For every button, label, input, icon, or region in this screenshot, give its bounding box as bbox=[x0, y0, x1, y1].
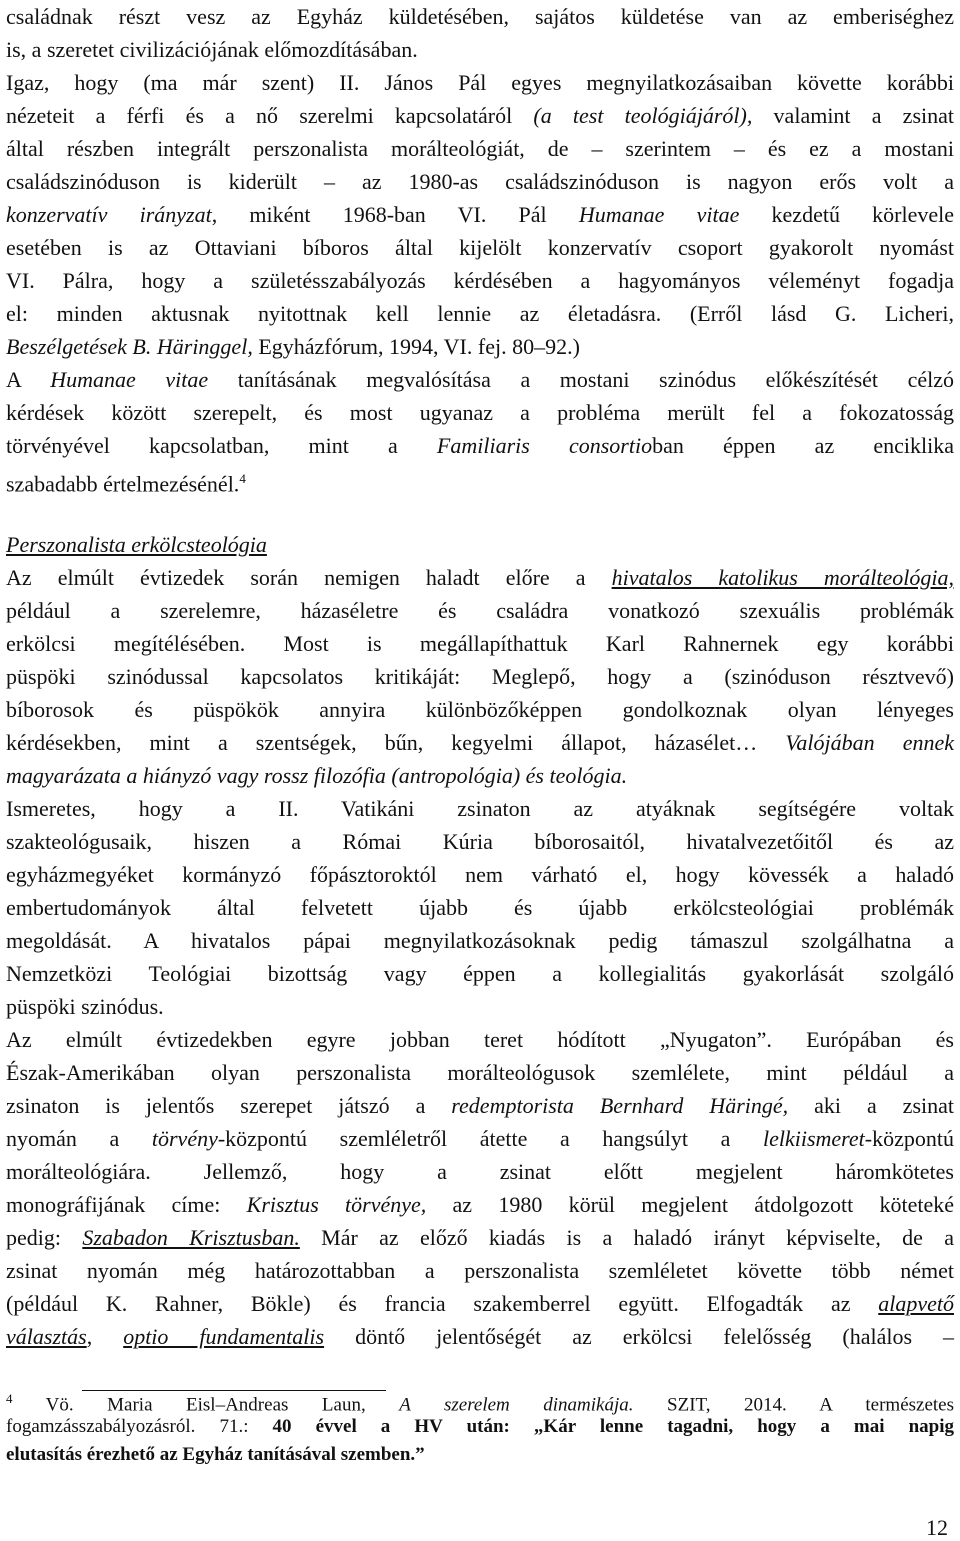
text-line: püspöki szinódus. bbox=[6, 994, 164, 1019]
text-line: is, a szeretet civilizációjának előmozdításában. bbox=[6, 37, 418, 62]
text-line: szabadabb értelmezésénél.$^4$ bbox=[6, 471, 246, 497]
text-line: egyházmegyéket kormányzó főpásztoroktól nem várható el, hogy kövessék a haladó bbox=[6, 862, 954, 887]
text-line: szakteológusaik, hiszen a Római Kúria bíborosaitól, hivatalvezetőitől és az bbox=[6, 829, 954, 854]
text-line: törvényével kapcsolatban, mint a Familiaris consortioban éppen az enciklika bbox=[6, 433, 954, 458]
text-line: pedig: Szabadon Krisztusban. Már az előző kiadás is a haladó irányt képviselte, de a bbox=[6, 1225, 954, 1250]
page-number: 12 bbox=[926, 1515, 948, 1540]
text-line: bíborosok és püspökök annyira különbözőképpen gondolkoznak olyan lényeges bbox=[6, 697, 954, 722]
text-line: VI. Pálra, hogy a születésszabályozás kérdésében a hagyományos véleményt fogadja bbox=[6, 268, 954, 293]
text-line: esetében is az Ottaviani bíboros által kijelölt konzervatív csoport gyakorolt nyomást bbox=[6, 235, 954, 260]
text-line: Ismeretes, hogy a II. Vatikáni zsinaton az atyáknak segítségére voltak bbox=[6, 796, 954, 821]
footnote-number: 4 bbox=[6, 1391, 13, 1406]
text-line: Az elmúlt évtizedekben egyre jobban teret hódított „Nyugaton”. Európában és bbox=[6, 1027, 954, 1052]
text-line: Igaz, hogy (ma már szent) II. János Pál egyes megnyilatkozásaiban követte korábbi bbox=[6, 70, 954, 95]
text-line: Nemzetközi Teológiai bizottság vagy éppen a kollegialitás gyakorlását szolgáló bbox=[6, 961, 954, 986]
footnote-line: $^4$ Vö. Maria Eisl–Andreas Laun, A szerelem dinamikája. SZIT, 2014. A természetes bbox=[6, 1391, 955, 1416]
text-line: A Humanae vitae tanításának megvalósítása a mostani szinódus előkészítését célzó bbox=[6, 367, 954, 392]
text-line: püspöki szinódussal kapcsolatos kritikáját: Meglepő, hogy a (szinóduson résztvevő) bbox=[6, 664, 954, 689]
text-line: által részben integrált perszonalista morálteológiát, de – szerintem – és ez a mostani bbox=[6, 136, 954, 161]
text-line: monográfijának címe: Krisztus törvénye, az 1980 körül megjelent átdolgozott köteteké bbox=[6, 1192, 954, 1217]
text-line: Észak-Amerikában olyan perszonalista morálteológusok szemlélete, mint például a bbox=[6, 1060, 954, 1085]
text-line: morálteológiára. Jellemző, hogy a zsinat előtt megjelent háromkötetes bbox=[6, 1159, 954, 1184]
text-line: erkölcsi megítélésében. Most is megállapíthattuk Karl Rahnernek egy korábbi bbox=[6, 631, 954, 656]
text-line: nézeteit a férfi és a nő szerelmi kapcsolatáról (a test teológiájáról), valamint a zsinat bbox=[6, 103, 954, 128]
footnote-line: elutasítás érezhető az Egyház tanításával szemben.” bbox=[6, 1444, 425, 1465]
text-line: nyomán a törvény-központú szemléletről átette a hangsúlyt a lelkiismeret-központú bbox=[6, 1126, 954, 1151]
text-line: kérdésekben, mint a szentségek, bűn, kegyelmi állapot, házasélet… Valójában ennek bbox=[6, 730, 954, 755]
text-line: magyarázata a hiányzó vagy rossz filozófia (antropológia) és teológia. bbox=[6, 763, 628, 788]
text-line: kérdések között szerepelt, és most ugyanaz a probléma merült fel a fokozatosság bbox=[6, 400, 954, 425]
text-line: például a szerelemre, házaséletre és családra vonatkozó szexuális problémák bbox=[6, 598, 954, 623]
text-line: családszinóduson is kiderült – az 1980-as családszinóduson is nagyon erős volt a bbox=[6, 169, 954, 194]
text-line: választás, optio fundamentalis döntő jelentőségét az erkölcsi felelősség (halálos – bbox=[6, 1324, 955, 1349]
text-line: el: minden aktusnak nyitottnak kell lennie az életadásra. (Erről lásd G. Licheri, bbox=[6, 301, 954, 326]
text-line: családnak részt vesz az Egyház küldetésében, sajátos küldetése van az emberiséghez bbox=[6, 4, 954, 29]
text-line: embertudományok által felvetett újabb és újabb erkölcsteológiai problémák bbox=[6, 895, 954, 920]
footnote-line: fogamzásszabályozásról. 71.: 40 évvel a HV után: „Kár lenne tagadni, hogy a mai napig bbox=[6, 1416, 955, 1437]
footnote-marker: 4 bbox=[239, 471, 246, 486]
text-line: Az elmúlt évtizedek során nemigen haladt előre a hivatalos katolikus morálteológia, bbox=[6, 565, 954, 590]
text-line: zsinat nyomán még határozottabban a perszonalista szemléletet követte több német bbox=[6, 1258, 954, 1283]
text-line: zsinaton is jelentős szerepet játszó a redemptorista Bernhard Häringé, aki a zsinat bbox=[6, 1093, 954, 1118]
text-line: Beszélgetések B. Häringgel, Egyházfórum, 1994, VI. fej. 80–92.) bbox=[6, 334, 580, 359]
section-heading: Perszonalista erkölcsteológia bbox=[6, 532, 267, 557]
text-line: (például K. Rahner, Bökle) és francia szakemberrel együtt. Elfogadták az alapvető bbox=[6, 1291, 954, 1316]
text-line: konzervatív irányzat, miként 1968-ban VI. Pál Humanae vitae kezdetű körlevele bbox=[6, 202, 954, 227]
text-line: megoldását. A hivatalos pápai megnyilatkozásoknak pedig támaszul szolgálhatna a bbox=[6, 928, 954, 953]
